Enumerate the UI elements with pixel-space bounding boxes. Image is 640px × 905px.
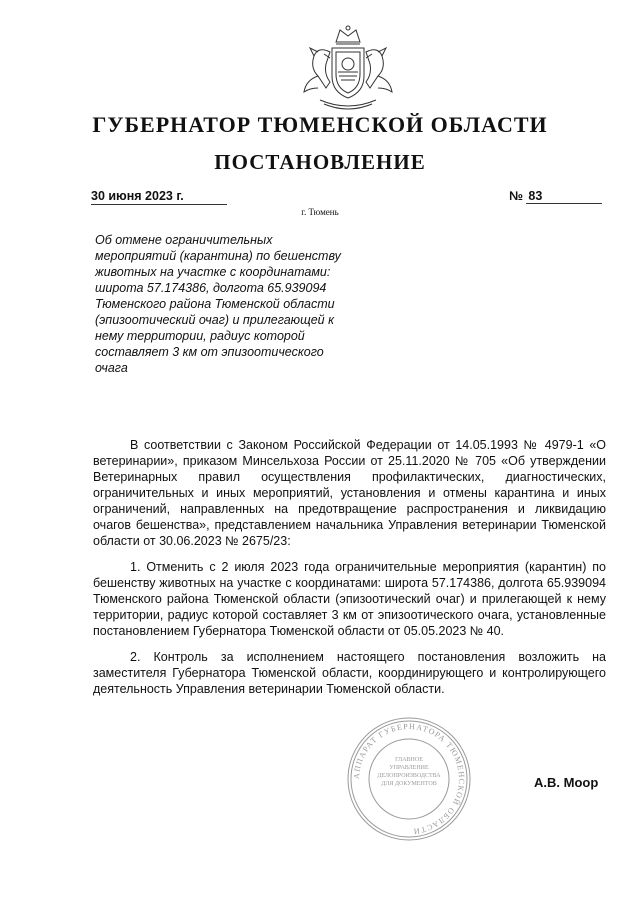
signature-name: А.В. Моор	[534, 775, 599, 790]
number-label: №	[509, 189, 523, 203]
item-2-paragraph: 2. Контроль за исполнением настоящего постановления возложить на заместителя Губернатора Тюменской области, координирующего и контролирующего деятельность Управления ветеринарии Тюменской области.	[93, 650, 606, 696]
seal-ring-text: АППАРАТ ГУБЕРНАТОРА ТЮМЕНСКОЙ ОБЛАСТИ	[351, 721, 467, 836]
seal-center-text: ГЛАВНОЕ УПРАВЛЕНИЕ ДЕЛОПРОИЗВОДСТВА ДЛЯ ДОКУМЕНТОВ	[377, 757, 441, 787]
preamble-paragraph: В соответствии с Законом Российской Федерации от 14.05.1993 № 4979-1 «О ветеринарии», приказом Минсельхоза России от 25.11.2020 № 705 «Об утверждении Ветеринарных правил осуществления профилактических, диагностических, ограничительных и иных мероприятий, установления и отмены карантина и иных ограничений, направленных на предотвращение распространения и ликвидацию очагов бешенства», представлением начальника Управления ветеринарии Тюменской области от 30.06.2023 № 2675/23:	[93, 438, 606, 548]
document-type-title: ПОСТАНОВЛЕНИЕ	[214, 150, 426, 174]
item-1-paragraph: 1. Отменить с 2 июля 2023 года ограничительные мероприятия (карантин) по бешенству животных на участке с координатами: широта 57.174386, долгота 65.939094 Тюменского района Тюменской области (эпизоотический очаг) и прилегающей к нему территории, радиус которой составляет 3 км от эпизоотического очага, установленные постановлением Губернатора Тюменской области от 05.05.2023 № 40.	[93, 560, 606, 638]
document-subject: Об отмене ограничительных мероприятий (карантина) по бешенству животных на участке с координатами: широта 57.174386, долгота 65.939094 Тюменского района Тюменской области (эпизоотический очаг) и прилегающей к нему территории, радиус которой составляет 3 км от эпизоотического очага	[95, 233, 341, 375]
document-body	[93, 437, 606, 707]
official-seal-icon	[346, 716, 472, 842]
document-number	[509, 189, 604, 204]
document-date: 30 июня 2023 г.	[91, 189, 227, 205]
coat-of-arms-icon	[296, 22, 400, 114]
number-value: 83	[526, 189, 602, 204]
city-name: г. Тюмень	[301, 207, 339, 217]
org-title: ГУБЕРНАТОР ТЮМЕНСКОЙ ОБЛАСТИ	[92, 112, 548, 137]
